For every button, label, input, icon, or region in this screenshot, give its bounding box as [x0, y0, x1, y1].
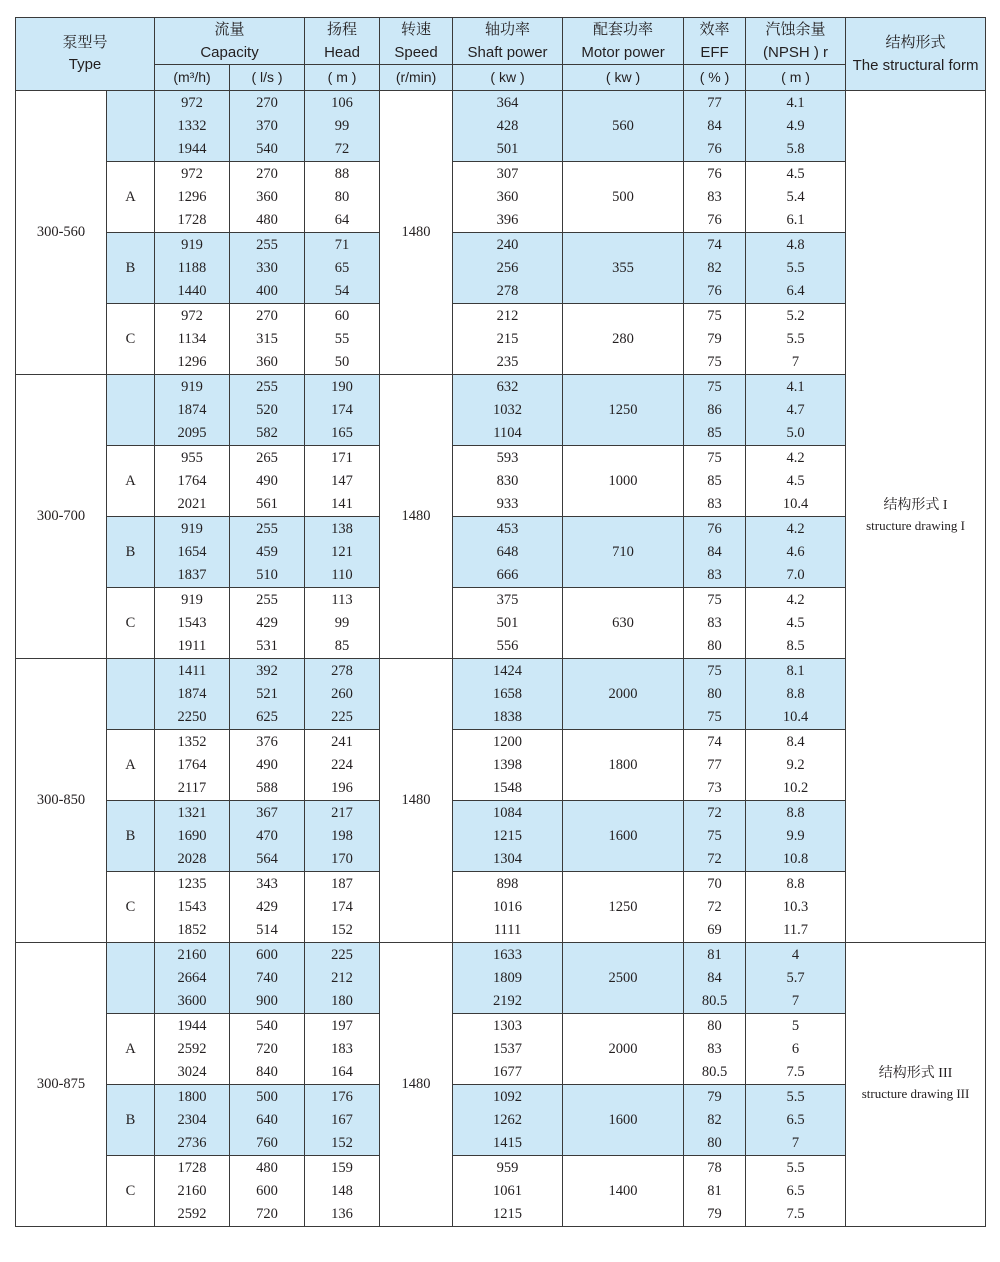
speed-cell: 1480 [380, 375, 453, 659]
flow-ls-cell: 265 490 561 [230, 446, 305, 517]
structure-1-en: structure drawing I [866, 518, 965, 533]
npsh-cell: 4.2 4.5 8.5 [746, 588, 846, 659]
flow-ls-cell: 270 370 540 [230, 91, 305, 162]
table-body [16, 91, 986, 1227]
shaft-power-cell: 959 1061 1215 [453, 1156, 563, 1227]
shaft-power-cell: 307 360 396 [453, 162, 563, 233]
flow-m3h-cell: 1352 1764 2117 [155, 730, 230, 801]
npsh-cell: 4.1 4.7 5.0 [746, 375, 846, 446]
eff-cell: 74 77 73 [684, 730, 746, 801]
eff-cell: 77 84 76 [684, 91, 746, 162]
shaft-power-cell: 1092 1262 1415 [453, 1085, 563, 1156]
variant-label-cell [107, 943, 155, 1014]
header-struct-en: The structural form [852, 57, 979, 74]
eff-cell: 75 86 85 [684, 375, 746, 446]
table-row [16, 304, 986, 375]
motor-power-cell: 1250 [563, 872, 684, 943]
npsh-cell: 8.8 9.9 10.8 [746, 801, 846, 872]
motor-power-cell: 1600 [563, 1085, 684, 1156]
table-row [16, 730, 986, 801]
shaft-power-cell: 632 1032 1104 [453, 375, 563, 446]
npsh-cell: 4 5.7 7 [746, 943, 846, 1014]
header-speed [380, 18, 453, 65]
motor-power-cell: 355 [563, 233, 684, 304]
header-head [305, 18, 380, 65]
unit-speed: (r/min) [380, 65, 453, 91]
header-eff [684, 18, 746, 65]
pump-type-cell: 300-850 [16, 659, 107, 943]
npsh-cell: 8.4 9.2 10.2 [746, 730, 846, 801]
variant-label-cell: B [107, 1085, 155, 1156]
header-capacity-en: Capacity [200, 44, 259, 61]
head-cell: 106 99 72 [305, 91, 380, 162]
speed-cell: 1480 [380, 943, 453, 1227]
variant-label-cell [107, 375, 155, 446]
eff-cell: 72 75 72 [684, 801, 746, 872]
flow-m3h-cell: 1411 1874 2250 [155, 659, 230, 730]
eff-cell: 80 83 80.5 [684, 1014, 746, 1085]
flow-m3h-cell: 919 1543 1911 [155, 588, 230, 659]
eff-cell: 75 80 75 [684, 659, 746, 730]
table-row [16, 517, 986, 588]
pump-type-cell: 300-700 [16, 375, 107, 659]
flow-m3h-cell: 1321 1690 2028 [155, 801, 230, 872]
variant-label-cell [107, 659, 155, 730]
unit-shaft: ( kw ) [453, 65, 563, 91]
variant-label-cell: C [107, 872, 155, 943]
shaft-power-cell: 898 1016 1111 [453, 872, 563, 943]
flow-m3h-cell: 955 1764 2021 [155, 446, 230, 517]
header-motor-cn: 配套功率 [593, 21, 654, 38]
table-row [16, 162, 986, 233]
header-type-cn: 泵型号 [62, 34, 108, 51]
head-cell: 187 174 152 [305, 872, 380, 943]
npsh-cell: 4.2 4.5 10.4 [746, 446, 846, 517]
eff-cell: 76 83 76 [684, 162, 746, 233]
header-motor-en: Motor power [581, 44, 665, 61]
shaft-power-cell: 1633 1809 2192 [453, 943, 563, 1014]
flow-ls-cell: 500 640 760 [230, 1085, 305, 1156]
eff-cell: 76 84 83 [684, 517, 746, 588]
flow-m3h-cell: 1728 2160 2592 [155, 1156, 230, 1227]
flow-ls-cell: 255 459 510 [230, 517, 305, 588]
motor-power-cell: 2000 [563, 1014, 684, 1085]
motor-power-cell: 1000 [563, 446, 684, 517]
eff-cell: 75 85 83 [684, 446, 746, 517]
variant-label-cell: B [107, 801, 155, 872]
flow-m3h-cell: 972 1332 1944 [155, 91, 230, 162]
header-structure [846, 18, 986, 91]
npsh-cell: 5.5 6.5 7 [746, 1085, 846, 1156]
shaft-power-cell: 1424 1658 1838 [453, 659, 563, 730]
flow-m3h-cell: 2160 2664 3600 [155, 943, 230, 1014]
eff-cell: 75 79 75 [684, 304, 746, 375]
table-row [16, 1156, 986, 1227]
npsh-cell: 5 6 7.5 [746, 1014, 846, 1085]
motor-power-cell: 560 [563, 91, 684, 162]
flow-ls-cell: 255 520 582 [230, 375, 305, 446]
npsh-cell: 4.5 5.4 6.1 [746, 162, 846, 233]
unit-eff: ( % ) [684, 65, 746, 91]
eff-cell: 74 82 76 [684, 233, 746, 304]
motor-power-cell: 1600 [563, 801, 684, 872]
flow-ls-cell: 367 470 564 [230, 801, 305, 872]
flow-ls-cell: 376 490 588 [230, 730, 305, 801]
flow-ls-cell: 600 740 900 [230, 943, 305, 1014]
header-npsh [746, 18, 846, 65]
structure-cell-3 [846, 943, 986, 1227]
header-shaft-power [453, 18, 563, 65]
flow-m3h-cell: 919 1188 1440 [155, 233, 230, 304]
motor-power-cell: 630 [563, 588, 684, 659]
unit-motor: ( kw ) [563, 65, 684, 91]
head-cell: 197 183 164 [305, 1014, 380, 1085]
table-row [16, 943, 986, 1014]
variant-label-cell: C [107, 304, 155, 375]
table-row [16, 91, 986, 162]
head-cell: 217 198 170 [305, 801, 380, 872]
motor-power-cell: 280 [563, 304, 684, 375]
npsh-cell: 4.1 4.9 5.8 [746, 91, 846, 162]
table-row [16, 1014, 986, 1085]
npsh-cell: 8.8 10.3 11.7 [746, 872, 846, 943]
table-row [16, 801, 986, 872]
flow-m3h-cell: 1944 2592 3024 [155, 1014, 230, 1085]
head-cell: 171 147 141 [305, 446, 380, 517]
flow-ls-cell: 480 600 720 [230, 1156, 305, 1227]
head-cell: 88 80 64 [305, 162, 380, 233]
pump-type-cell: 300-875 [16, 943, 107, 1227]
header-capacity [155, 18, 305, 65]
flow-ls-cell: 255 330 400 [230, 233, 305, 304]
variant-label-cell: C [107, 1156, 155, 1227]
shaft-power-cell: 375 501 556 [453, 588, 563, 659]
unit-head: ( m ) [305, 65, 380, 91]
table-row [16, 659, 986, 730]
header-type-en: Type [68, 56, 102, 73]
table-header [16, 18, 986, 91]
header-speed-cn: 转速 [401, 21, 432, 38]
header-type [16, 18, 155, 91]
flow-m3h-cell: 1235 1543 1852 [155, 872, 230, 943]
flow-m3h-cell: 919 1874 2095 [155, 375, 230, 446]
unit-ls: ( l/s ) [230, 65, 305, 91]
npsh-cell: 5.2 5.5 7 [746, 304, 846, 375]
header-struct-cn: 结构形式 [885, 34, 946, 51]
structure-3-cn: 结构形式 III [878, 1066, 953, 1081]
eff-cell: 70 72 69 [684, 872, 746, 943]
head-cell: 278 260 225 [305, 659, 380, 730]
pump-performance-table [15, 17, 986, 1227]
npsh-cell: 4.8 5.5 6.4 [746, 233, 846, 304]
npsh-cell: 4.2 4.6 7.0 [746, 517, 846, 588]
motor-power-cell: 1800 [563, 730, 684, 801]
structure-cell-1 [846, 91, 986, 943]
shaft-power-cell: 593 830 933 [453, 446, 563, 517]
shaft-power-cell: 453 648 666 [453, 517, 563, 588]
flow-m3h-cell: 1800 2304 2736 [155, 1085, 230, 1156]
flow-ls-cell: 270 315 360 [230, 304, 305, 375]
motor-power-cell: 2500 [563, 943, 684, 1014]
variant-label-cell: A [107, 446, 155, 517]
variant-label-cell: A [107, 162, 155, 233]
npsh-cell: 5.5 6.5 7.5 [746, 1156, 846, 1227]
flow-ls-cell: 270 360 480 [230, 162, 305, 233]
variant-label-cell: B [107, 233, 155, 304]
speed-cell: 1480 [380, 91, 453, 375]
variant-label-cell: C [107, 588, 155, 659]
motor-power-cell: 2000 [563, 659, 684, 730]
table-row [16, 446, 986, 517]
head-cell: 241 224 196 [305, 730, 380, 801]
head-cell: 225 212 180 [305, 943, 380, 1014]
head-cell: 60 55 50 [305, 304, 380, 375]
shaft-power-cell: 240 256 278 [453, 233, 563, 304]
pump-type-cell: 300-560 [16, 91, 107, 375]
flow-ls-cell: 540 720 840 [230, 1014, 305, 1085]
shaft-power-cell: 364 428 501 [453, 91, 563, 162]
structure-1-cn: 结构形式 I [883, 498, 948, 513]
unit-npsh: ( m ) [746, 65, 846, 91]
motor-power-cell: 500 [563, 162, 684, 233]
table-row [16, 375, 986, 446]
unit-m3h: (m³/h) [155, 65, 230, 91]
variant-label-cell [107, 91, 155, 162]
structure-3-en: structure drawing III [861, 1086, 970, 1101]
shaft-power-cell: 1200 1398 1548 [453, 730, 563, 801]
head-cell: 159 148 136 [305, 1156, 380, 1227]
motor-power-cell: 710 [563, 517, 684, 588]
shaft-power-cell: 1084 1215 1304 [453, 801, 563, 872]
eff-cell: 78 81 79 [684, 1156, 746, 1227]
flow-m3h-cell: 972 1134 1296 [155, 304, 230, 375]
header-npsh-cn: 汽蚀余量 [765, 21, 826, 38]
header-eff-cn: 效率 [699, 21, 730, 38]
eff-cell: 79 82 80 [684, 1085, 746, 1156]
head-cell: 71 65 54 [305, 233, 380, 304]
motor-power-cell: 1400 [563, 1156, 684, 1227]
header-eff-en: EFF [700, 44, 729, 61]
shaft-power-cell: 1303 1537 1677 [453, 1014, 563, 1085]
header-head-cn: 扬程 [327, 21, 358, 38]
variant-label-cell: A [107, 730, 155, 801]
flow-m3h-cell: 972 1296 1728 [155, 162, 230, 233]
eff-cell: 75 83 80 [684, 588, 746, 659]
header-motor-power [563, 18, 684, 65]
table-row [16, 872, 986, 943]
table-row [16, 588, 986, 659]
head-cell: 176 167 152 [305, 1085, 380, 1156]
npsh-cell: 8.1 8.8 10.4 [746, 659, 846, 730]
header-npsh-en: (NPSH ) r [763, 44, 829, 61]
speed-cell: 1480 [380, 659, 453, 943]
header-shaft-en: Shaft power [467, 44, 548, 61]
shaft-power-cell: 212 215 235 [453, 304, 563, 375]
table-row [16, 1085, 986, 1156]
head-cell: 113 99 85 [305, 588, 380, 659]
flow-ls-cell: 392 521 625 [230, 659, 305, 730]
head-cell: 138 121 110 [305, 517, 380, 588]
header-speed-en: Speed [394, 44, 438, 61]
header-shaft-cn: 轴功率 [485, 21, 531, 38]
table-row [16, 233, 986, 304]
variant-label-cell: B [107, 517, 155, 588]
motor-power-cell: 1250 [563, 375, 684, 446]
head-cell: 190 174 165 [305, 375, 380, 446]
flow-ls-cell: 255 429 531 [230, 588, 305, 659]
header-head-en: Head [324, 44, 360, 61]
header-capacity-cn: 流量 [214, 21, 245, 38]
flow-ls-cell: 343 429 514 [230, 872, 305, 943]
variant-label-cell: A [107, 1014, 155, 1085]
flow-m3h-cell: 919 1654 1837 [155, 517, 230, 588]
eff-cell: 81 84 80.5 [684, 943, 746, 1014]
